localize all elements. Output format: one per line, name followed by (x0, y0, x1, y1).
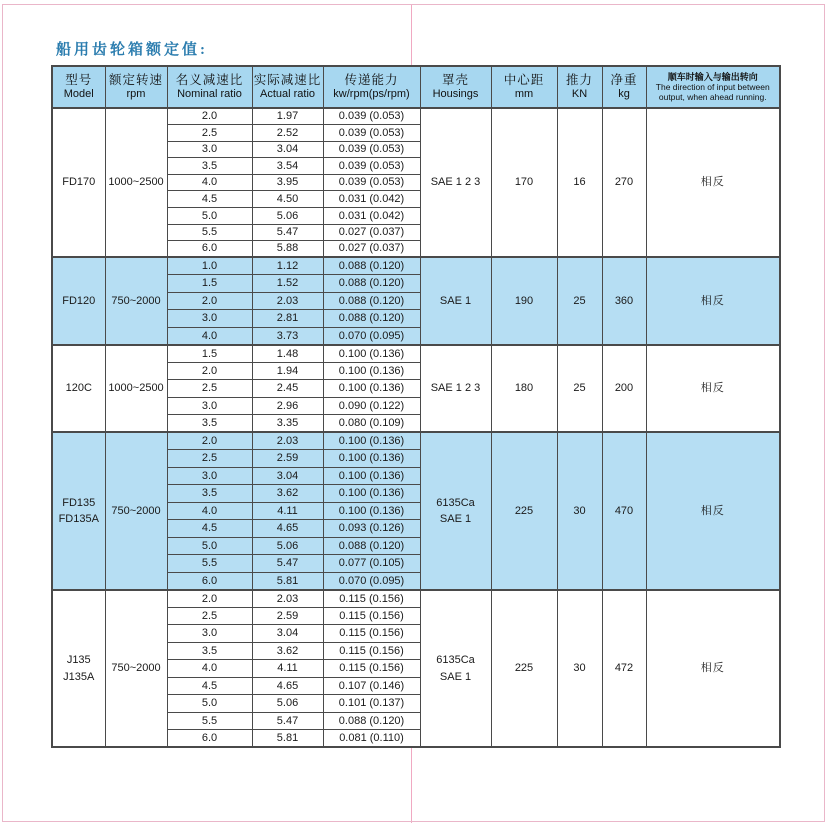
thrust-cell: 16 (557, 108, 602, 257)
nominal-ratio-cell: 6.0 (167, 730, 252, 748)
direction-cell: 相反 (646, 590, 780, 748)
nominal-ratio-cell: 2.5 (167, 125, 252, 142)
capacity-cell: 0.039 (0.053) (323, 174, 420, 191)
nominal-ratio-cell: 3.0 (167, 310, 252, 328)
nominal-ratio-cell: 4.5 (167, 677, 252, 695)
page-title: 船用齿轮箱额定值: (56, 42, 208, 58)
nominal-ratio-cell: 3.5 (167, 415, 252, 433)
capacity-cell: 0.100 (0.136) (323, 432, 420, 450)
rpm-cell: 750~2000 (105, 590, 167, 748)
col-header-center-distance: 中心距 mm (491, 66, 557, 108)
nominal-ratio-cell: 5.5 (167, 555, 252, 573)
actual-ratio-cell: 3.54 (252, 158, 323, 175)
table-row (52, 590, 780, 608)
col-header-direction: 顺车时输入与输出转向 The direction of input between output, when ahead running. (646, 66, 780, 108)
capacity-cell: 0.031 (0.042) (323, 208, 420, 225)
model-cell: J135 J135A (52, 590, 105, 748)
nominal-ratio-cell: 5.0 (167, 208, 252, 225)
actual-ratio-cell: 3.04 (252, 141, 323, 158)
center-distance-cell: 190 (491, 257, 557, 345)
actual-ratio-cell: 2.03 (252, 292, 323, 310)
thrust-cell: 30 (557, 590, 602, 748)
nominal-ratio-cell: 1.5 (167, 275, 252, 293)
capacity-cell: 0.081 (0.110) (323, 730, 420, 748)
rpm-cell: 750~2000 (105, 257, 167, 345)
capacity-cell: 0.100 (0.136) (323, 485, 420, 503)
actual-ratio-cell: 4.11 (252, 502, 323, 520)
actual-ratio-cell: 1.94 (252, 362, 323, 380)
capacity-cell: 0.027 (0.037) (323, 224, 420, 241)
capacity-cell: 0.070 (0.095) (323, 572, 420, 590)
capacity-cell: 0.100 (0.136) (323, 362, 420, 380)
nominal-ratio-cell: 3.0 (167, 625, 252, 643)
nominal-ratio-cell: 4.5 (167, 520, 252, 538)
capacity-cell: 0.100 (0.136) (323, 450, 420, 468)
table-row (52, 108, 780, 125)
capacity-cell: 0.088 (0.120) (323, 537, 420, 555)
nominal-ratio-cell: 3.5 (167, 158, 252, 175)
nominal-ratio-cell: 2.5 (167, 450, 252, 468)
actual-ratio-cell: 3.04 (252, 467, 323, 485)
actual-ratio-cell: 1.48 (252, 345, 323, 363)
capacity-cell: 0.039 (0.053) (323, 108, 420, 125)
nominal-ratio-cell: 1.0 (167, 257, 252, 275)
actual-ratio-cell: 2.59 (252, 607, 323, 625)
actual-ratio-cell: 2.81 (252, 310, 323, 328)
actual-ratio-cell: 4.65 (252, 677, 323, 695)
actual-ratio-cell: 1.97 (252, 108, 323, 125)
housings-cell: 6135Ca SAE 1 (420, 590, 491, 748)
actual-ratio-cell: 5.47 (252, 224, 323, 241)
table-body (52, 108, 780, 747)
col-header-housings: 罩壳 Housings (420, 66, 491, 108)
capacity-cell: 0.101 (0.137) (323, 695, 420, 713)
actual-ratio-cell: 4.65 (252, 520, 323, 538)
nominal-ratio-cell: 4.0 (167, 327, 252, 345)
capacity-cell: 0.080 (0.109) (323, 415, 420, 433)
gearbox-rating-table (51, 65, 781, 748)
actual-ratio-cell: 5.06 (252, 208, 323, 225)
actual-ratio-cell: 5.06 (252, 695, 323, 713)
direction-cell: 相反 (646, 108, 780, 257)
weight-cell: 360 (602, 257, 646, 345)
actual-ratio-cell: 1.52 (252, 275, 323, 293)
col-header-rpm: 额定转速 rpm (105, 66, 167, 108)
nominal-ratio-cell: 2.5 (167, 607, 252, 625)
actual-ratio-cell: 5.47 (252, 555, 323, 573)
nominal-ratio-cell: 6.0 (167, 572, 252, 590)
actual-ratio-cell: 1.12 (252, 257, 323, 275)
actual-ratio-cell: 4.50 (252, 191, 323, 208)
rpm-cell: 1000~2500 (105, 345, 167, 433)
model-cell: FD170 (52, 108, 105, 257)
col-header-actual-ratio: 实际减速比 Actual ratio (252, 66, 323, 108)
capacity-cell: 0.100 (0.136) (323, 345, 420, 363)
rpm-cell: 750~2000 (105, 432, 167, 590)
capacity-cell: 0.115 (0.156) (323, 590, 420, 608)
center-distance-cell: 225 (491, 432, 557, 590)
actual-ratio-cell: 3.62 (252, 642, 323, 660)
nominal-ratio-cell: 5.5 (167, 712, 252, 730)
capacity-cell: 0.093 (0.126) (323, 520, 420, 538)
capacity-cell: 0.088 (0.120) (323, 275, 420, 293)
table-header (52, 66, 780, 108)
actual-ratio-cell: 2.45 (252, 380, 323, 398)
actual-ratio-cell: 3.95 (252, 174, 323, 191)
capacity-cell: 0.100 (0.136) (323, 380, 420, 398)
nominal-ratio-cell: 3.5 (167, 485, 252, 503)
capacity-cell: 0.115 (0.156) (323, 660, 420, 678)
nominal-ratio-cell: 6.0 (167, 241, 252, 258)
nominal-ratio-cell: 4.0 (167, 660, 252, 678)
actual-ratio-cell: 5.47 (252, 712, 323, 730)
center-distance-cell: 180 (491, 345, 557, 433)
nominal-ratio-cell: 2.0 (167, 590, 252, 608)
header-row (52, 66, 780, 108)
table-row (52, 257, 780, 275)
actual-ratio-cell: 3.62 (252, 485, 323, 503)
nominal-ratio-cell: 3.5 (167, 642, 252, 660)
nominal-ratio-cell: 5.5 (167, 224, 252, 241)
weight-cell: 472 (602, 590, 646, 748)
center-distance-cell: 225 (491, 590, 557, 748)
col-header-weight: 净重 kg (602, 66, 646, 108)
direction-cell: 相反 (646, 345, 780, 433)
housings-cell: SAE 1 2 3 (420, 108, 491, 257)
capacity-cell: 0.115 (0.156) (323, 642, 420, 660)
col-header-thrust: 推力 KN (557, 66, 602, 108)
nominal-ratio-cell: 4.5 (167, 191, 252, 208)
capacity-cell: 0.115 (0.156) (323, 607, 420, 625)
nominal-ratio-cell: 5.0 (167, 537, 252, 555)
model-cell: FD135 FD135A (52, 432, 105, 590)
nominal-ratio-cell: 4.0 (167, 174, 252, 191)
actual-ratio-cell: 2.96 (252, 397, 323, 415)
capacity-cell: 0.088 (0.120) (323, 310, 420, 328)
capacity-cell: 0.039 (0.053) (323, 158, 420, 175)
nominal-ratio-cell: 1.5 (167, 345, 252, 363)
capacity-cell: 0.107 (0.146) (323, 677, 420, 695)
direction-cell: 相反 (646, 257, 780, 345)
capacity-cell: 0.070 (0.095) (323, 327, 420, 345)
capacity-cell: 0.077 (0.105) (323, 555, 420, 573)
weight-cell: 270 (602, 108, 646, 257)
actual-ratio-cell: 2.59 (252, 450, 323, 468)
actual-ratio-cell: 5.81 (252, 572, 323, 590)
housings-cell: SAE 1 2 3 (420, 345, 491, 433)
table-row (52, 432, 780, 450)
table-row (52, 345, 780, 363)
nominal-ratio-cell: 3.0 (167, 141, 252, 158)
housings-cell: SAE 1 (420, 257, 491, 345)
actual-ratio-cell: 3.35 (252, 415, 323, 433)
col-header-nominal-ratio: 名义减速比 Nominal ratio (167, 66, 252, 108)
actual-ratio-cell: 5.06 (252, 537, 323, 555)
actual-ratio-cell: 4.11 (252, 660, 323, 678)
col-header-model: 型号 Model (52, 66, 105, 108)
thrust-cell: 30 (557, 432, 602, 590)
capacity-cell: 0.100 (0.136) (323, 502, 420, 520)
nominal-ratio-cell: 3.0 (167, 467, 252, 485)
model-cell: FD120 (52, 257, 105, 345)
weight-cell: 470 (602, 432, 646, 590)
capacity-cell: 0.115 (0.156) (323, 625, 420, 643)
actual-ratio-cell: 3.04 (252, 625, 323, 643)
actual-ratio-cell: 2.03 (252, 590, 323, 608)
capacity-cell: 0.039 (0.053) (323, 125, 420, 142)
nominal-ratio-cell: 2.0 (167, 108, 252, 125)
actual-ratio-cell: 5.88 (252, 241, 323, 258)
nominal-ratio-cell: 3.0 (167, 397, 252, 415)
capacity-cell: 0.039 (0.053) (323, 141, 420, 158)
nominal-ratio-cell: 4.0 (167, 502, 252, 520)
housings-cell: 6135Ca SAE 1 (420, 432, 491, 590)
nominal-ratio-cell: 5.0 (167, 695, 252, 713)
actual-ratio-cell: 2.03 (252, 432, 323, 450)
actual-ratio-cell: 5.81 (252, 730, 323, 748)
nominal-ratio-cell: 2.0 (167, 292, 252, 310)
col-header-capacity: 传递能力 kw/rpm(ps/rpm) (323, 66, 420, 108)
capacity-cell: 0.088 (0.120) (323, 292, 420, 310)
model-cell: 120C (52, 345, 105, 433)
capacity-cell: 0.027 (0.037) (323, 241, 420, 258)
nominal-ratio-cell: 2.0 (167, 432, 252, 450)
weight-cell: 200 (602, 345, 646, 433)
capacity-cell: 0.100 (0.136) (323, 467, 420, 485)
actual-ratio-cell: 2.52 (252, 125, 323, 142)
capacity-cell: 0.031 (0.042) (323, 191, 420, 208)
center-distance-cell: 170 (491, 108, 557, 257)
direction-cell: 相反 (646, 432, 780, 590)
thrust-cell: 25 (557, 345, 602, 433)
capacity-cell: 0.090 (0.122) (323, 397, 420, 415)
actual-ratio-cell: 3.73 (252, 327, 323, 345)
nominal-ratio-cell: 2.0 (167, 362, 252, 380)
nominal-ratio-cell: 2.5 (167, 380, 252, 398)
thrust-cell: 25 (557, 257, 602, 345)
rpm-cell: 1000~2500 (105, 108, 167, 257)
capacity-cell: 0.088 (0.120) (323, 257, 420, 275)
capacity-cell: 0.088 (0.120) (323, 712, 420, 730)
